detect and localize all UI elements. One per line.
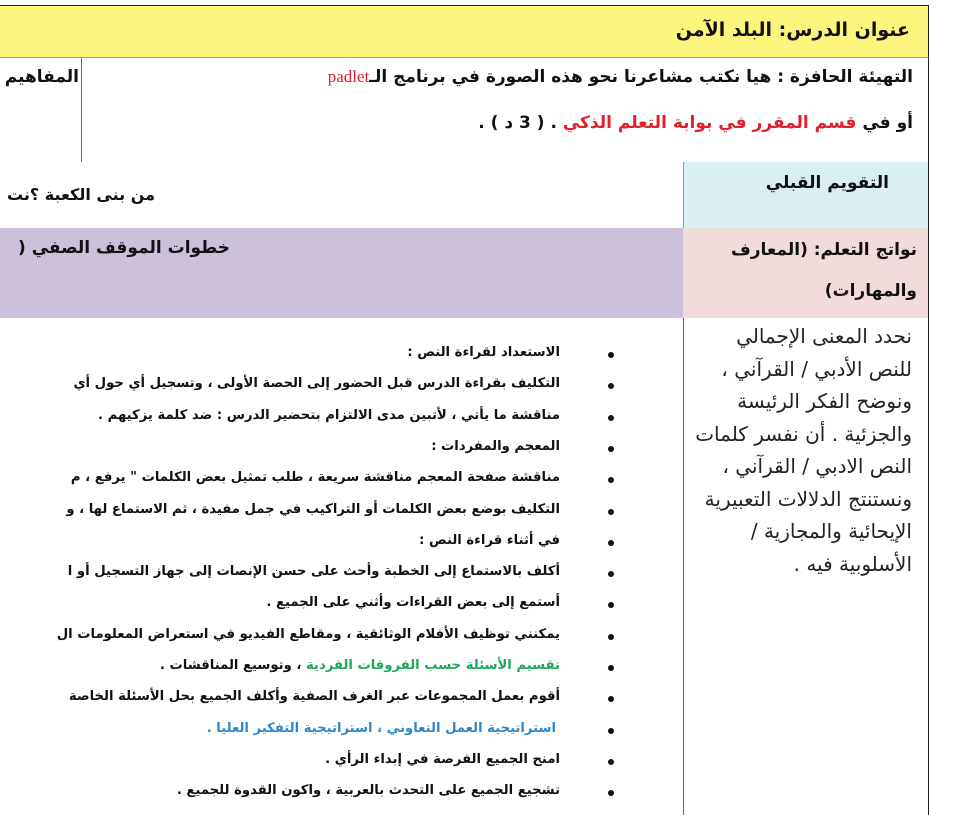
list-item — [0, 783, 620, 807]
bullet-icon — [608, 790, 614, 796]
step-text-body: مناقشة ما يأتي ، لأتبين مدى الالتزام بتحضير الدرس : ضد كلمة يزكيهم . — [98, 407, 560, 423]
step-text — [57, 627, 560, 642]
step-text-body: يمكنني توظيف الأفلام الوثائقية ، ومقاطع الفيديو في استعراض المعلومات ال — [56, 626, 560, 642]
bullet-icon — [608, 415, 614, 421]
bullet-icon — [608, 602, 614, 608]
bullet-icon — [608, 352, 614, 358]
bullet-icon — [608, 634, 614, 640]
strategy-highlight: تقسيم الأسئلة حسب الفروقات الفردية — [306, 658, 560, 673]
step-text-body: في أثناء قراءة النص : — [419, 532, 560, 548]
step-text-body: التكليف بوضع بعض الكلمات أو التراكيب في جمل مفيدة ، ثم الاستماع لها ، و — [66, 501, 560, 517]
bullet-icon — [608, 728, 614, 734]
list-item — [0, 408, 620, 432]
step-text-body: الاستعداد لقراءة النص : — [407, 345, 560, 360]
step-text — [98, 408, 560, 423]
warmup-line-1 — [328, 67, 913, 87]
list-item — [0, 627, 620, 651]
step-text-body: التكليف بقراءة الدرس قبل الحضور إلى الحصة الأولى ، وتسجيل أي حول أي — [73, 376, 560, 392]
list-item — [0, 345, 620, 369]
list-item — [0, 595, 620, 619]
outcomes-header-line-1: نواتج التعلم: (المعارف — [730, 240, 917, 260]
step-text-body: أقوم بعمل المجموعات عبر الغرف الصفية وأكلف الجميع بحل الأسئلة الخاصة — [68, 689, 560, 705]
column-divider — [81, 58, 82, 162]
outcomes-header-line-2: والمهارات) — [824, 281, 917, 301]
list-item — [0, 439, 620, 463]
warmup-text: أو في — [856, 113, 913, 133]
list-item — [0, 564, 620, 588]
step-text — [266, 595, 560, 610]
bullet-icon — [608, 446, 614, 452]
bullet-icon — [608, 571, 614, 577]
list-item — [0, 533, 620, 557]
step-text-body: تشجيع الجميع على التحدث بالعربية ، واكون القدوة للجميع . — [176, 783, 560, 799]
duration-text: . ( 3 د ) . — [478, 113, 563, 133]
lesson-title: عنوان الدرس: البلد الآمن — [675, 19, 910, 41]
pre-assessment-cell — [683, 162, 929, 228]
step-text — [71, 470, 560, 485]
smart-portal-highlight: قسم المقرر في بوابة التعلم الذكي — [562, 113, 857, 133]
step-text — [325, 752, 560, 767]
warmup-line-2 — [478, 113, 913, 133]
lesson-title-row — [0, 5, 929, 58]
concepts-label: المفاهيم — [4, 67, 79, 87]
list-item — [0, 689, 620, 713]
pre-assessment-label: التقويم القبلي — [765, 173, 889, 193]
list-item — [0, 752, 620, 776]
bullet-icon — [608, 696, 614, 702]
strategy-highlight: استراتيجية العمل التعاوني ، استراتيجية التفكير العليا . — [206, 720, 556, 736]
pre-assessment-question: من بنى الكعبة ؟نت — [6, 185, 155, 204]
warmup-text: التهيئة الحافزة : هيا نكتب مشاعرنا نحو هذه الصورة في برنامج الـ — [369, 67, 913, 87]
list-item — [0, 502, 620, 526]
list-item — [0, 376, 620, 400]
bullet-icon — [608, 509, 614, 515]
list-item — [0, 470, 620, 494]
list-item — [0, 721, 620, 745]
steps-list — [0, 345, 620, 815]
bullet-icon — [608, 540, 614, 546]
step-text-body: ، وتوسيع المناقشات . — [159, 658, 306, 673]
step-text-body: امنح الجميع الفرصة في إبداء الرأي . — [325, 751, 560, 767]
step-text — [160, 658, 560, 673]
steps-header: خطوات الموقف الصفي ( — [18, 238, 230, 258]
bullet-icon — [608, 383, 614, 389]
list-item — [0, 658, 620, 682]
step-text — [68, 564, 560, 579]
step-text — [431, 439, 560, 454]
step-text-body: أكلف بالاستماع إلى الخطبة وأحث على حسن الإنصات إلى جهاز التسجيل أو ا — [67, 564, 560, 580]
learning-outcomes-text: نحدد المعنى الإجمالي للنص الأدبي / القرآني ، ونوضح الفكر الرئيسة والجزئية . أن نفسر كلمات النص الادبي / القرآني ، ونستنتج الدلالات التعبيرية الإيحائية والمجازية / الأسلوبية فيه . — [695, 324, 912, 576]
step-text — [419, 533, 560, 548]
bullet-icon — [608, 665, 614, 671]
bullet-icon — [608, 759, 614, 765]
step-text — [73, 376, 560, 391]
step-text — [69, 689, 560, 704]
step-text-body: أستمع إلى بعض القراءات وأثني على الجميع . — [266, 595, 560, 611]
step-text — [407, 345, 560, 360]
bullet-icon — [608, 477, 614, 483]
padlet-app-name: padlet — [327, 67, 370, 86]
step-text-body: مناقشة صفحة المعجم مناقشة سريعة ، طلب تمثيل بعض الكلمات " يرفع ، م — [70, 470, 560, 486]
step-text — [177, 783, 560, 798]
step-text — [66, 502, 560, 517]
step-text-body: المعجم والمفردات : — [431, 438, 560, 454]
step-text — [207, 721, 556, 736]
